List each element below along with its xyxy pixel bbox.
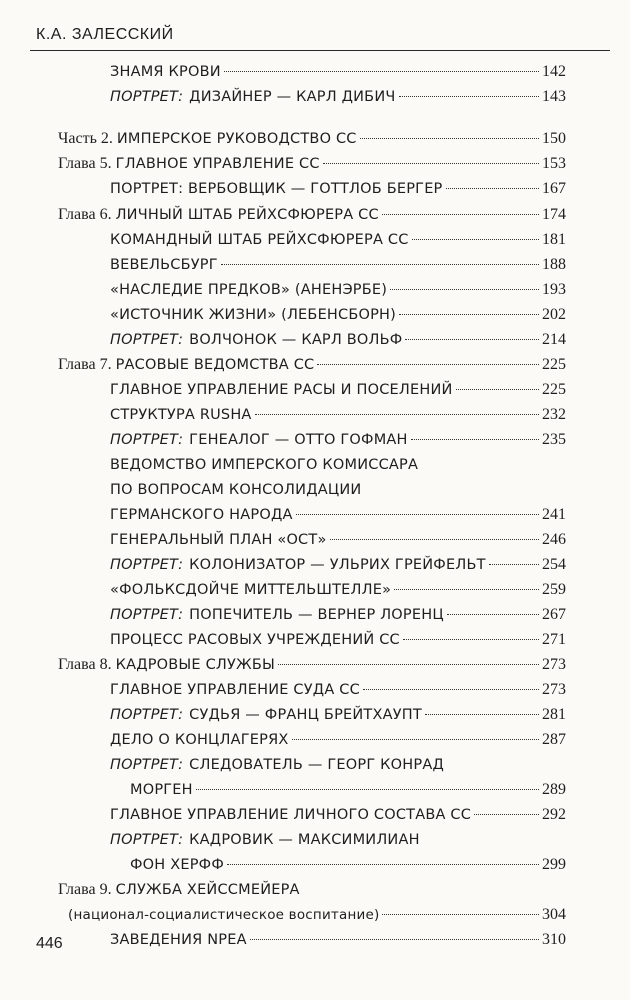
toc-entry-title: СТРУКТУРА RUSHA — [110, 407, 252, 423]
toc-leader-dots — [382, 913, 539, 915]
toc-entry-title: ВЕВЕЛЬСБУРГ — [110, 257, 218, 273]
toc-entry — [110, 704, 566, 726]
toc-entry-page-number: 289 — [542, 781, 566, 798]
toc-leader-dots — [224, 70, 539, 72]
toc-entry-title: «НАСЛЕДИЕ ПРЕДКОВ» (АНЕНЭРБЕ) — [110, 282, 388, 298]
toc-entry-page-number: 188 — [542, 256, 566, 273]
toc-leader-dots — [196, 788, 539, 790]
toc-entry — [110, 61, 566, 83]
toc-entry — [110, 829, 566, 851]
toc-entry-title-text: СУДЬЯ — ФРАНЦ БРЕЙТХАУПТ — [189, 707, 422, 723]
toc-entry — [130, 779, 566, 801]
toc-entry-chapter-label: Глава 5. — [58, 155, 112, 172]
toc-entry-title: ДЕЛО О КОНЦЛАГЕРЯХ — [110, 732, 289, 748]
toc-entry-chapter-label: Глава 7. — [58, 356, 112, 373]
toc-entry-title — [110, 829, 420, 851]
toc-entry — [110, 604, 566, 626]
toc-entry — [110, 679, 566, 701]
toc-leader-dots — [227, 863, 539, 865]
toc-entry-page-number: 287 — [542, 731, 566, 748]
toc-entry-title-text: ДИЗАЙНЕР — КАРЛ ДИБИЧ — [189, 89, 396, 105]
toc-entry-page-number: 259 — [542, 581, 566, 598]
toc-entry-title: (национал-социалистическое воспитание) — [68, 907, 380, 923]
toc-entry-page-number: 246 — [542, 531, 566, 548]
toc-entry-title: ПОРТРЕТ: ВЕРБОВЩИК — ГОТТЛОБ БЕРГЕР — [110, 181, 443, 197]
toc-entry-title: ЛИЧНЫЙ ШТАБ РЕЙХСФЮРЕРА СС — [115, 207, 379, 223]
toc-entry-title — [110, 429, 408, 451]
toc-entry-title: ГЛАВНОЕ УПРАВЛЕНИЕ СУДА СС — [110, 682, 360, 698]
toc-entry-page-number: 235 — [542, 431, 566, 448]
toc-entry-title: ГЛАВНОЕ УПРАВЛЕНИЕ СС — [115, 156, 320, 172]
toc-leader-dots — [412, 238, 539, 240]
toc-leader-dots — [292, 738, 540, 740]
toc-entry-title: КОМАНДНЫЙ ШТАБ РЕЙХСФЮРЕРА СС — [110, 232, 409, 248]
toc-entry-page-number: 167 — [542, 180, 566, 197]
toc-entry-title — [110, 754, 444, 776]
toc-entry — [58, 128, 566, 150]
toc-entry-title — [110, 604, 444, 626]
toc-entry-title — [110, 329, 402, 351]
toc-entry-page-number: 267 — [542, 606, 566, 623]
toc-entry — [110, 754, 566, 776]
toc-entry-page-number: 174 — [542, 206, 566, 223]
toc-entry — [58, 354, 566, 376]
toc-leader-dots — [405, 338, 539, 340]
toc-entry-chapter-label: Глава 6. — [58, 206, 112, 223]
toc-entry-portrait-label: ПОРТРЕТ: — [110, 757, 184, 773]
toc-leader-dots — [363, 688, 539, 690]
toc-entry-title: ГЛАВНОЕ УПРАВЛЕНИЕ ЛИЧНОГО СОСТАВА СС — [110, 807, 472, 823]
toc-entry-title: ПО ВОПРОСАМ КОНСОЛИДАЦИИ — [110, 482, 362, 498]
toc-leader-dots — [425, 713, 539, 715]
toc-entry-page-number: 299 — [542, 856, 566, 873]
toc-entry-portrait-label: ПОРТРЕТ: — [110, 607, 184, 623]
toc-entry — [110, 579, 566, 601]
toc-entry — [110, 178, 566, 200]
running-header-author: К.А. ЗАЛЕССКИЙ — [36, 26, 174, 43]
toc-entry — [110, 629, 566, 651]
toc-entry-page-number: 181 — [542, 231, 566, 248]
toc-leader-dots — [221, 263, 539, 265]
toc-entry — [110, 229, 566, 251]
toc-leader-dots — [330, 538, 539, 540]
toc-entry — [110, 454, 566, 476]
toc-entry — [110, 254, 566, 276]
toc-entry-title: РАСОВЫЕ ВЕДОМСТВА СС — [115, 357, 315, 373]
toc-entry — [110, 329, 566, 351]
toc-entry-title-text: СЛЕДОВАТЕЛЬ — ГЕОРГ КОНРАД — [189, 757, 444, 773]
toc-entry-title — [110, 704, 422, 726]
toc-leader-dots — [317, 363, 539, 365]
toc-entry — [110, 554, 566, 576]
toc-entry-title: ИМПЕРСКОЕ РУКОВОДСТВО СС — [116, 131, 357, 147]
toc-entry-title: ГЛАВНОЕ УПРАВЛЕНИЕ РАСЫ И ПОСЕЛЕНИЙ — [110, 382, 453, 398]
toc-entry-title-text: ВОЛЧОНОК — КАРЛ ВОЛЬФ — [189, 332, 403, 348]
toc-entry-title: ГЕНЕРАЛЬНЫЙ ПЛАН «ОСТ» — [110, 532, 327, 548]
toc-entry-title: ФОН ХЕРФФ — [130, 857, 225, 873]
toc-entry-title: МОРГЕН — [130, 782, 193, 798]
toc-entry-title-text: КОЛОНИЗАТОР — УЛЬРИХ ГРЕЙФЕЛЬТ — [189, 557, 486, 573]
toc-entry — [110, 504, 566, 526]
toc-entry-page-number: 193 — [542, 281, 566, 298]
toc-entry-page-number: 202 — [542, 306, 566, 323]
toc-entry — [58, 654, 566, 676]
toc-entry-title: ВЕДОМСТВО ИМПЕРСКОГО КОМИССАРА — [110, 457, 419, 473]
toc-entry — [68, 904, 566, 926]
toc-entry-page-number: 225 — [542, 381, 566, 398]
toc-entry-title: КАДРОВЫЕ СЛУЖБЫ — [115, 657, 276, 673]
toc-leader-dots — [360, 137, 539, 139]
toc-entry-page-number: 232 — [542, 406, 566, 423]
toc-leader-dots — [394, 588, 539, 590]
toc-leader-dots — [399, 313, 539, 315]
toc-leader-dots — [447, 613, 539, 615]
toc-entry-page-number: 214 — [542, 331, 566, 348]
toc-entry — [110, 86, 566, 108]
toc-leader-dots — [382, 213, 539, 215]
toc-leader-dots — [323, 162, 539, 164]
toc-entry-title-text: КАДРОВИК — МАКСИМИЛИАН — [189, 832, 420, 848]
toc-entry-portrait-label: ПОРТРЕТ: — [110, 557, 184, 573]
toc-entry-portrait-label: ПОРТРЕТ: — [110, 89, 184, 105]
toc-entry-title: ГЕРМАНСКОГО НАРОДА — [110, 507, 293, 523]
toc-entry-chapter-label: Часть 2. — [58, 130, 113, 147]
toc-entry — [110, 279, 566, 301]
toc-entry-title: «ФОЛЬКСДОЙЧЕ МИТТЕЛЬШТЕЛЛЕ» — [110, 582, 392, 598]
toc-entry — [110, 379, 566, 401]
toc-entry-title-text: ПОПЕЧИТЕЛЬ — ВЕРНЕР ЛОРЕНЦ — [189, 607, 444, 623]
toc-entry-title: ЗАВЕДЕНИЯ NPEA — [110, 932, 247, 948]
toc-entry — [110, 804, 566, 826]
toc-entry — [110, 404, 566, 426]
toc-entry-page-number: 304 — [542, 906, 566, 923]
toc-entry — [58, 153, 566, 175]
toc-leader-dots — [489, 563, 539, 565]
toc-leader-dots — [456, 388, 539, 390]
toc-entry-title — [110, 554, 486, 576]
toc-leader-dots — [411, 438, 539, 440]
toc-entry-page-number: 143 — [542, 88, 566, 105]
toc-leader-dots — [278, 663, 539, 665]
toc-entry-page-number: 142 — [542, 63, 566, 80]
toc-entry-page-number: 254 — [542, 556, 566, 573]
toc-entry-page-number: 273 — [542, 656, 566, 673]
toc-leader-dots — [399, 95, 539, 97]
toc-entry-title — [110, 86, 396, 108]
toc-entry — [110, 729, 566, 751]
toc-leader-dots — [474, 813, 539, 815]
toc-entry-portrait-label: ПОРТРЕТ: — [110, 707, 184, 723]
toc-leader-dots — [446, 187, 540, 189]
toc-leader-dots — [390, 288, 539, 290]
toc-entry-page-number: 150 — [542, 130, 566, 147]
toc-entry-page-number: 281 — [542, 706, 566, 723]
toc-leader-dots — [255, 413, 539, 415]
toc-entry-page-number: 241 — [542, 506, 566, 523]
toc-entry — [130, 854, 566, 876]
toc-entry-page-number: 292 — [542, 806, 566, 823]
toc-entry — [110, 429, 566, 451]
toc-entry-title: ЗНАМЯ КРОВИ — [110, 64, 221, 80]
toc-leader-dots — [296, 513, 539, 515]
toc-entry-chapter-label: Глава 8. — [58, 656, 112, 673]
toc-leader-dots — [403, 638, 539, 640]
toc-entry-title: СЛУЖБА ХЕЙССМЕЙЕРА — [115, 882, 300, 898]
toc-leader-dots — [250, 938, 539, 940]
page-number: 446 — [36, 935, 63, 952]
toc-entry — [110, 479, 566, 501]
toc-entry-page-number: 153 — [542, 155, 566, 172]
toc-entry-page-number: 273 — [542, 681, 566, 698]
toc-entry — [110, 929, 566, 951]
toc-entry-title: ПРОЦЕСС РАСОВЫХ УЧРЕЖДЕНИЙ СС — [110, 632, 400, 648]
toc-entry-page-number: 271 — [542, 631, 566, 648]
toc-entry-chapter-label: Глава 9. — [58, 881, 112, 898]
toc-entry-title: «ИСТОЧНИК ЖИЗНИ» (ЛЕБЕНСБОРН) — [110, 307, 397, 323]
toc-entry-portrait-label: ПОРТРЕТ: — [110, 832, 184, 848]
toc-entry — [110, 304, 566, 326]
toc-entry-portrait-label: ПОРТРЕТ: — [110, 432, 184, 448]
toc-entry — [58, 204, 566, 226]
toc-entry — [58, 879, 566, 901]
toc-entry-page-number: 310 — [542, 931, 566, 948]
toc-entry — [110, 529, 566, 551]
toc-entry-portrait-label: ПОРТРЕТ: — [110, 332, 184, 348]
toc-entry-page-number: 225 — [542, 356, 566, 373]
toc-entry-title-text: ГЕНЕАЛОГ — ОТТО ГОФМАН — [189, 432, 408, 448]
